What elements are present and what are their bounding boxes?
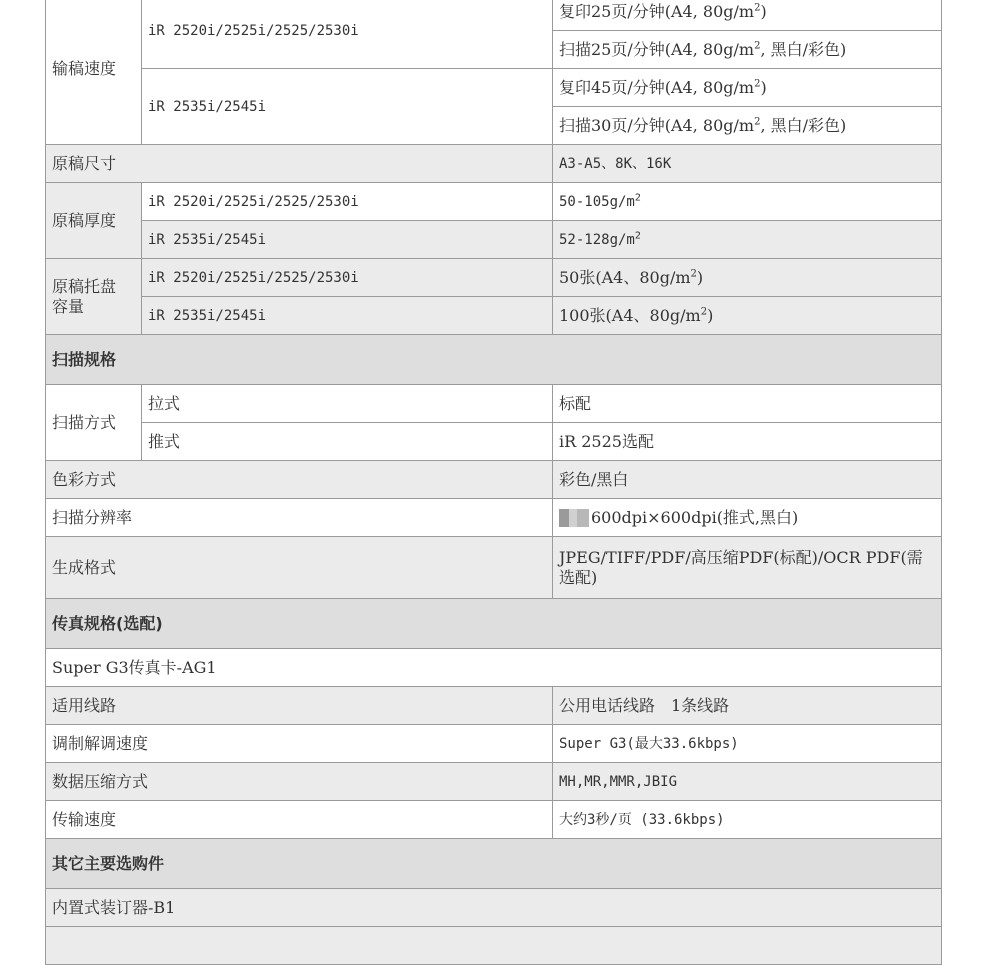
table-row — [46, 259, 942, 297]
tray-value-a: 50张(A4、$80g/m^2$) — [553, 259, 942, 297]
table-row — [46, 69, 942, 107]
table-row — [46, 687, 942, 725]
compression-label: 数据压缩方式 — [46, 763, 553, 801]
modem-value: Super G3(最大33.6kbps) — [553, 725, 942, 763]
speed-label: 输稿速度 — [46, 0, 142, 145]
scan-method-label: 扫描方式 — [46, 385, 142, 461]
section-header — [46, 335, 942, 385]
table-row — [46, 725, 942, 763]
table-row — [46, 801, 942, 839]
table-row — [46, 183, 942, 221]
resolution-value: 600dpi×600dpi(推式,黑白) — [553, 499, 942, 537]
table-row — [46, 649, 942, 687]
scan-push-value: iR 2525选配 — [553, 423, 942, 461]
options-section-title: 其它主要选购件 — [46, 839, 942, 889]
scan-pull-value: 标配 — [553, 385, 942, 423]
stapler-item: 内置式装订器-B1 — [46, 889, 942, 927]
line-value: 公用电话线路 1条线路 — [553, 687, 942, 725]
table-row — [46, 927, 942, 965]
table-row — [46, 145, 942, 183]
tray-model-b: iR 2535i/2545i — [142, 297, 553, 335]
line-label: 适用线路 — [46, 687, 553, 725]
color-mode-label: 色彩方式 — [46, 461, 553, 499]
table-row — [46, 297, 942, 335]
thickness-model-b: iR 2535i/2545i — [142, 221, 553, 259]
table-row — [46, 499, 942, 537]
modem-label: 调制解调速度 — [46, 725, 553, 763]
tray-model-a: iR 2520i/2525i/2525/2530i — [142, 259, 553, 297]
transmit-label: 传输速度 — [46, 801, 553, 839]
tray-capacity-label: 原稿托盘 容量 — [46, 259, 142, 335]
section-header — [46, 839, 942, 889]
original-size-value: A3-A5、8K、16K — [553, 145, 942, 183]
fax-section-title: 传真规格(选配) — [46, 599, 942, 649]
speed-b-copy: 复印45页/分钟(A4, $80g/m^2$) — [553, 69, 942, 107]
color-mode-value: 彩色/黑白 — [553, 461, 942, 499]
table-row — [46, 0, 942, 31]
speed-a-scan: 扫描25页/分钟(A4, $80g/m^2$, 黑白/彩色) — [553, 31, 942, 69]
speed-model-b: iR 2535i/2545i — [142, 69, 553, 145]
fax-card: Super G3传真卡-AG1 — [46, 649, 942, 687]
table-row — [46, 221, 942, 259]
original-thickness-label: 原稿厚度 — [46, 183, 142, 259]
table-row — [46, 537, 942, 599]
table-row — [46, 461, 942, 499]
original-size-label: 原稿尺寸 — [46, 145, 553, 183]
table-row — [46, 763, 942, 801]
scan-pull-label: 拉式 — [142, 385, 553, 423]
speed-b-scan: 扫描30页/分钟(A4, $80g/m^2$, 黑白/彩色) — [553, 107, 942, 145]
thickness-value-b: $52-128g/m^2$ — [553, 221, 942, 259]
spec-table — [45, 0, 942, 965]
table-row — [46, 385, 942, 423]
output-format-value: JPEG/TIFF/PDF/高压缩PDF(标配)/OCR PDF(需选配) — [553, 537, 942, 599]
table-row — [46, 889, 942, 927]
spec-sheet — [45, 0, 941, 965]
output-format-label: 生成格式 — [46, 537, 553, 599]
resolution-label: 扫描分辨率 — [46, 499, 553, 537]
scan-section-title: 扫描规格 — [46, 335, 942, 385]
table-row — [46, 423, 942, 461]
thickness-model-a: iR 2520i/2525i/2525/2530i — [142, 183, 553, 221]
compression-value: MH,MR,MMR,JBIG — [553, 763, 942, 801]
transmit-value: 大约3秒/页 (33.6kbps) — [553, 801, 942, 839]
speed-a-copy: 复印25页/分钟(A4, $80g/m^2$) — [553, 0, 942, 31]
speed-model-a: iR 2520i/2525i/2525/2530i — [142, 0, 553, 69]
redacted-glyph — [559, 509, 589, 527]
tray-value-b: 100张(A4、$80g/m^2$) — [553, 297, 942, 335]
section-header — [46, 599, 942, 649]
scan-push-label: 推式 — [142, 423, 553, 461]
empty-row — [46, 927, 942, 965]
thickness-value-a: $50-105g/m^2$ — [553, 183, 942, 221]
